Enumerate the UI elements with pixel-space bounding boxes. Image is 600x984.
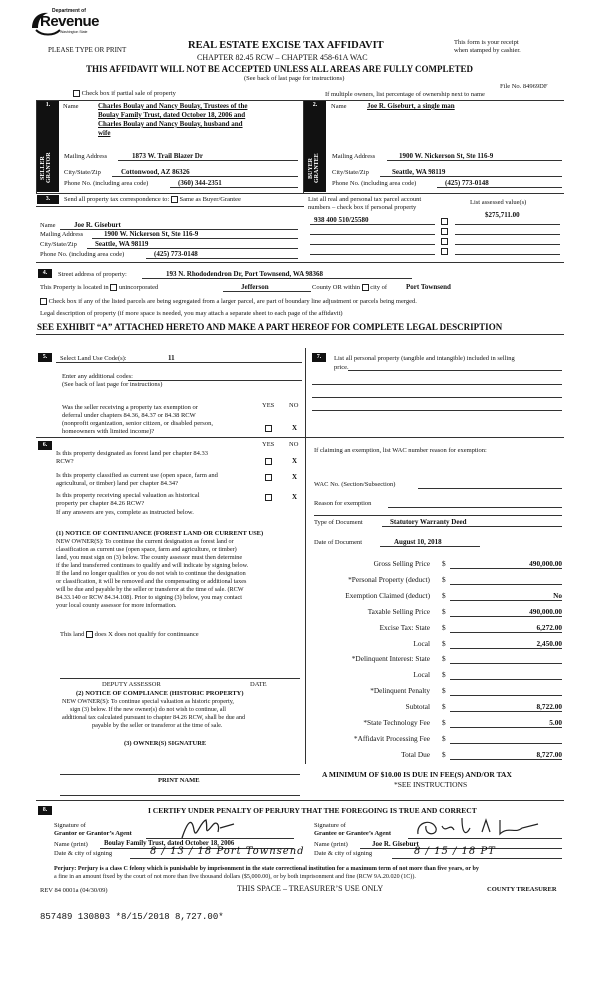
- tax-row-label: *Delinquent Penalty: [370, 686, 430, 696]
- land-use-code[interactable]: 11: [168, 354, 175, 362]
- grantee-date-field[interactable]: 8 / 15 / 18 PT: [392, 846, 562, 859]
- grantee-sig-label-1: Signature of: [314, 822, 346, 829]
- notice-continuance-l7: will be due and payable by the seller or transferor at the time of sale. (RCW: [56, 586, 244, 593]
- tax-row-value[interactable]: 490,000.00: [450, 560, 562, 569]
- parcel-checkbox-3[interactable]: [441, 238, 448, 245]
- additional-codes-label: Enter any additional codes:: [62, 373, 133, 380]
- current-use-no-answer[interactable]: X: [292, 473, 298, 481]
- notice-continuance-l3: land, you must sign on (3) below. The county assessor must then determine: [56, 554, 243, 561]
- parcel-checkbox-4[interactable]: [441, 248, 448, 255]
- seller-city-field[interactable]: Cottonwood, AZ 86326: [112, 168, 298, 177]
- assessor-date-label: DATE: [250, 681, 267, 688]
- personal-property-label-1: List all personal property (tangible and intangible) included in selling: [334, 355, 515, 362]
- tax-row-value[interactable]: 6,272.00: [450, 624, 562, 633]
- assessed-value[interactable]: $275,711.00: [485, 211, 520, 219]
- treasurer-space: THIS SPACE – TREASURER’S USE ONLY: [237, 884, 384, 893]
- grantee-date-label: Date & city of signing: [314, 850, 373, 857]
- same-as-buyer-checkbox[interactable]: [171, 196, 178, 203]
- seller-name-line-4[interactable]: wife: [98, 129, 111, 137]
- tax-row-label: *Affidavit Processing Fee: [353, 733, 430, 743]
- current-use-q-2: agricultural, or timber) land per chapter 84.34?: [56, 480, 179, 487]
- seller-phone-label: Phone No. (including area code): [64, 180, 149, 187]
- buyer-phone-label: Phone No. (including area code): [332, 180, 417, 187]
- see-instructions: (See back of last page for instructions): [244, 75, 345, 82]
- buyer-name-label: Name: [331, 103, 347, 110]
- form-chapter: CHAPTER 82.45 RCW – CHAPTER 458-61A WAC: [197, 53, 368, 62]
- notice-continuance-l5: If the land no longer qualifies or you do not wish to continue the designation: [56, 570, 246, 577]
- tax-row-dollar: $: [442, 670, 446, 680]
- seller-mailing-label: Mailing Address: [64, 153, 108, 160]
- forest-no-answer[interactable]: X: [292, 457, 298, 465]
- buyer-side-label: BUYER GRANTEE: [308, 146, 322, 190]
- segregated-row: Check box if any of the listed parcels are being segregated from a larger parcel, are part of boundary line adjustment or parcels being merged.: [40, 298, 417, 306]
- tax-row-label: Taxable Selling Price: [367, 606, 430, 616]
- buyer-city-label: City/State/Zip: [332, 169, 369, 176]
- logo-state-label: Washington State: [60, 30, 88, 34]
- forest-q-2: RCW?: [56, 458, 74, 465]
- doc-type-label: Type of Document: [314, 519, 363, 526]
- logo-wordmark: Revenue: [40, 13, 100, 30]
- tax-row-value[interactable]: 490,000.00: [450, 608, 562, 617]
- legal-description-label: Legal description of property (if more space is needed, you may attach a separate sheet to each page of the affidavit): [40, 310, 343, 317]
- segregated-checkbox[interactable]: [40, 298, 47, 305]
- seller-side-label: SELLER GRANTOR: [40, 146, 54, 190]
- historic-yes-checkbox[interactable]: [265, 494, 272, 501]
- grantee-name-label: Name (print): [314, 841, 348, 848]
- reason-label: Reason for exemption: [314, 500, 372, 507]
- parcel-checkbox-1[interactable]: [441, 218, 448, 225]
- print-note: PLEASE TYPE OR PRINT: [48, 46, 127, 54]
- section-5-number: 5.: [38, 353, 52, 362]
- certify-statement: I CERTIFY UNDER PENALTY OF PERJURY THAT THE FOREGOING IS TRUE AND CORRECT: [148, 806, 477, 815]
- buyer-phone-field[interactable]: (425) 773-0148: [437, 179, 562, 188]
- section-8-number: 8.: [38, 806, 52, 815]
- seller-name-line-3[interactable]: Charles Boulay and Nancy Boulay, husband and: [98, 120, 243, 128]
- seller-name-label: Name: [63, 103, 79, 110]
- section-3-number: 3.: [37, 195, 59, 204]
- tax-row-label: Gross Selling Price: [373, 559, 430, 568]
- print-name-label: PRINT NAME: [158, 777, 200, 784]
- exempt-q-1: Was the seller receiving a property tax exemption or: [62, 404, 198, 411]
- s6-yes-header: YES: [262, 441, 275, 448]
- notice-compliance-l4: payable by the seller or transferor at the time of sale.: [92, 722, 223, 729]
- notice-compliance-l2: sign (3) below. If the new owner(s) do not wish to continue, all: [70, 706, 226, 713]
- city-checkbox[interactable]: [362, 284, 369, 291]
- county-field[interactable]: Jefferson: [223, 283, 311, 292]
- tax-row-value[interactable]: 8,722.00: [450, 703, 562, 712]
- buyer-mailing-label: Mailing Address: [332, 153, 376, 160]
- notice-continuance-title: (1) NOTICE OF CONTINUANCE (FOREST LAND OR CURRENT USE): [56, 530, 264, 537]
- tax-row-dollar: $: [442, 559, 446, 568]
- parcel-list-label-1: List all real and personal tax parcel account: [308, 196, 422, 203]
- tax-row-value[interactable]: [450, 735, 562, 744]
- notice-compliance-l3: additional tax calculated pursuant to chapter 84.26 RCW, shall be due and: [62, 714, 246, 721]
- section-4-number: 4.: [38, 269, 52, 278]
- notice-continuance-l4: if the land transferred continues to qualify and will indicate by signing below.: [56, 562, 249, 569]
- logo-dept-label: Department of: [52, 8, 86, 14]
- personal-property-label-2: price.: [334, 364, 349, 371]
- historic-q-1: Is this property receiving special valuation as historical: [56, 492, 200, 499]
- current-use-yes-checkbox[interactable]: [265, 474, 272, 481]
- deputy-assessor-label: DEPUTY ASSESSOR: [102, 681, 161, 688]
- exempt-q-3: (nonprofit organization, senior citizen, or disabled person,: [62, 420, 213, 427]
- tax-name-field[interactable]: Joe R. Giseburt: [60, 221, 298, 230]
- grantor-sig-label-1: Signature of: [54, 822, 86, 829]
- receipt-note-1: This form is your receipt: [454, 39, 519, 46]
- minimum-fee-note: A MINIMUM OF $10.00 IS DUE IN FEE(S) AND/OR TAX: [322, 770, 512, 779]
- located-row: This Property is located in unincorporated: [40, 284, 159, 291]
- forest-yes-checkbox[interactable]: [265, 458, 272, 465]
- partial-sale-label: Check box if partial sale of property: [81, 90, 176, 97]
- seller-phone-field[interactable]: (360) 344-2351: [170, 179, 298, 188]
- tax-row-label: *Delinquent Interest: State: [351, 654, 430, 664]
- section-2-number: 2.: [304, 101, 326, 110]
- tax-row-value[interactable]: [450, 655, 562, 664]
- perjury-note-1: Perjury: Perjury is a class C felony which is punishable by imprisonment in the state correctional institution for a maximum term of not more than five years, or by: [54, 866, 479, 872]
- unincorporated-checkbox[interactable]: [110, 284, 117, 291]
- tax-row-dollar: $: [442, 702, 446, 712]
- notice-continuance-l8: 84.33.140 or RCW 84.34.108). Prior to signing (3) below, you may contact: [56, 594, 242, 601]
- form-title: REAL ESTATE EXCISE TAX AFFIDAVIT: [188, 40, 384, 51]
- tax-row-label: Excise Tax: State: [379, 622, 430, 632]
- tax-row-value[interactable]: [450, 576, 562, 585]
- historic-q-2: property per chapter 84.26 RCW?: [56, 500, 145, 507]
- if-yes-note: If any answers are yes, complete as instructed below.: [56, 509, 194, 516]
- tax-row-label: Local: [413, 670, 430, 680]
- street-field[interactable]: 193 N. Rhododendron Dr, Port Townsend, WA 98368: [142, 270, 412, 279]
- send-correspondence-label: Send all property tax correspondence to: Same as Buyer/Grantee: [64, 196, 241, 203]
- grantor-name-label: Name (print): [54, 841, 88, 848]
- wac-label: WAC No. (Section/Subsection): [314, 481, 396, 488]
- seller-city-label: City/State/Zip: [64, 169, 101, 176]
- tax-phone-label: Phone No. (including area code): [40, 251, 125, 258]
- form-notice: THIS AFFIDAVIT WILL NOT BE ACCEPTED UNLESS ALL AREAS ARE FULLY COMPLETED: [86, 64, 474, 74]
- parcel-list-label-2: numbers – check box if personal property: [308, 204, 417, 211]
- forest-q-1: Is this property designated as forest land per chapter 84.33: [56, 450, 208, 457]
- grantor-date-label: Date & city of signing: [54, 850, 113, 857]
- tax-row-label: *Personal Property (deduct): [348, 574, 430, 584]
- partial-sale-checkbox[interactable]: [73, 90, 80, 97]
- grantor-name-field[interactable]: Boulay Family Trust, dated October 18, 2006: [100, 840, 294, 849]
- tax-row-value[interactable]: 5.00: [450, 719, 562, 728]
- revision-code: REV 84 0001a (04/30/09): [40, 887, 108, 894]
- receipt-note-2: when stamped by cashier.: [454, 47, 521, 54]
- seller-mailing-field[interactable]: 1873 W. Trail Blazer Dr: [118, 152, 298, 161]
- tax-row-dollar: $: [442, 622, 446, 632]
- grantor-sig-label-2: Grantor or Grantor’s Agent: [54, 830, 132, 837]
- owner-signature-label: (3) OWNER(S) SIGNATURE: [124, 740, 207, 747]
- tax-row-dollar: $: [442, 606, 446, 616]
- current-use-q-1: Is this property classified as current use (open space, farm and: [56, 472, 218, 479]
- tax-row-dollar: $: [442, 686, 446, 696]
- buyer-mailing-field[interactable]: 1900 W. Nickerson St, Ste 116-9: [387, 152, 562, 161]
- doc-date-label: Date of Document: [314, 539, 363, 546]
- land-use-label: Select Land Use Code(s):: [60, 355, 127, 362]
- street-label: Street address of property:: [58, 271, 127, 278]
- tax-row-dollar: $: [442, 718, 446, 727]
- doc-type-field[interactable]: Statutory Warranty Deed: [382, 518, 562, 527]
- treasurer-stamp: 857489 130803 *8/15/2018 8,727.00*: [40, 912, 224, 922]
- see-instructions-note: *SEE INSTRUCTIONS: [394, 780, 468, 789]
- buyer-name-field[interactable]: Joe R. Giseburt, a single man: [367, 102, 455, 110]
- section-6-number: 6.: [38, 441, 52, 450]
- tax-row-value[interactable]: [450, 687, 562, 696]
- tax-row-value[interactable]: 8,727.00: [450, 751, 562, 760]
- notice-continuance-l9: your local county assessor for more information.: [56, 602, 177, 609]
- tax-row-label: Local: [413, 638, 430, 648]
- parcel-checkbox-2[interactable]: [441, 228, 448, 235]
- multiple-owners-note: If multiple owners, list percentage of ownership next to name: [325, 91, 485, 98]
- exempt-q-4: homeowners with limited income)?: [62, 428, 155, 435]
- tax-mailing-field[interactable]: 1900 W. Nickerson St, Ste 116-9: [92, 230, 298, 239]
- exempt-no-answer[interactable]: X: [292, 424, 298, 432]
- tax-name-label: Name: [40, 222, 56, 229]
- tax-city-label: City/State/Zip: [40, 241, 77, 248]
- historic-no-answer[interactable]: X: [292, 493, 298, 501]
- tax-phone-field[interactable]: (425) 773-0148: [146, 250, 298, 259]
- perjury-note-2: a fine in an amount fixed by the court of not more than five thousand dollars ($5,000.00), or by both imprisonment and fine (RCW 9A.20.020 (1C)).: [54, 874, 416, 880]
- notice-continuance-l1: NEW OWNER(S): To continue the current designation as forest land or: [56, 538, 234, 545]
- tax-row-label: *State Technology Fee: [363, 718, 430, 727]
- s5-no-header: NO: [289, 402, 299, 409]
- tax-row-label: Total Due: [401, 749, 430, 759]
- exempt-q-2: deferral under chapters 84.36, 84.37 or 84.38 RCW: [62, 412, 196, 419]
- s6-no-header: NO: [289, 441, 299, 448]
- section-1-number: 1.: [37, 101, 59, 110]
- assessed-value-label: List assessed value(s): [470, 199, 527, 206]
- notice-compliance-l1: NEW OWNER(S): To continue special valuation as historic property,: [62, 698, 234, 705]
- tax-row-dollar: $: [442, 638, 446, 648]
- section-7-number: 7.: [312, 353, 326, 362]
- does-qualify-checkbox[interactable]: [86, 631, 93, 638]
- tax-row-label: Exemption Claimed (deduct): [345, 590, 430, 600]
- tax-mailing-label: Mailing Address: [40, 231, 84, 238]
- doc-date-field[interactable]: August 10, 2018: [380, 538, 480, 547]
- additional-codes-note: (See back of last page for instructions): [62, 381, 163, 388]
- grantee-name-field[interactable]: Joe R. Giseburt: [360, 840, 562, 849]
- exhibit-a-text: SEE EXHIBIT “A” ATTACHED HERETO AND MAKE A PART HEREOF FOR COMPLETE LEGAL DESCRIPTION: [37, 322, 503, 332]
- county-or-label: County OR within city of: [312, 284, 388, 291]
- parcel-number-field[interactable]: 938 400 510/25580: [310, 216, 435, 225]
- city-field[interactable]: Port Townsend: [406, 283, 451, 291]
- tax-row-dollar: $: [442, 654, 446, 664]
- tax-row-value[interactable]: [450, 671, 562, 680]
- grantee-signature: [412, 814, 542, 840]
- notice-compliance-title: (2) NOTICE OF COMPLIANCE (HISTORIC PROPERTY): [76, 690, 244, 697]
- exemption-claim-label: If claiming an exemption, list WAC number reason for exemption:: [314, 447, 487, 454]
- grantee-sig-label-2: Grantee or Grantee’s Agent: [314, 830, 392, 837]
- notice-continuance-l2: classification as current use (open space, farm and agriculture, or timber): [56, 546, 237, 553]
- s5-yes-header: YES: [262, 402, 275, 409]
- tax-row-value[interactable]: 2,450.00: [450, 640, 562, 649]
- tax-row-dollar: $: [442, 733, 446, 743]
- tax-row-value[interactable]: No: [450, 592, 562, 601]
- seller-name-line-1[interactable]: Charles Boulay and Nancy Boulay, Trustees of the: [98, 102, 248, 110]
- qualify-row: This land does X does not qualify for continuance: [60, 631, 199, 638]
- tax-row-dollar: $: [442, 574, 446, 584]
- tax-city-field[interactable]: Seattle, WA 98119: [87, 240, 298, 249]
- grantor-date-field[interactable]: 8 / 13 / 18 Port Townsend: [130, 846, 294, 859]
- county-treasurer-label: COUNTY TREASURER: [487, 886, 557, 893]
- tax-row-dollar: $: [442, 749, 446, 759]
- notice-continuance-l6: or classification, it will be removed and the compensating or additional taxes: [56, 578, 247, 585]
- buyer-city-field[interactable]: Seattle, WA 98119: [380, 168, 562, 177]
- file-number: File No. 84969DF: [500, 83, 548, 90]
- partial-sale-row: [73, 90, 176, 98]
- seller-name-line-2[interactable]: Boulay Family Trust, dated October 18, 2006 and: [98, 111, 246, 119]
- tax-row-label: Subtotal: [405, 702, 430, 712]
- exempt-yes-checkbox[interactable]: [265, 425, 272, 432]
- tax-row-dollar: $: [442, 590, 446, 600]
